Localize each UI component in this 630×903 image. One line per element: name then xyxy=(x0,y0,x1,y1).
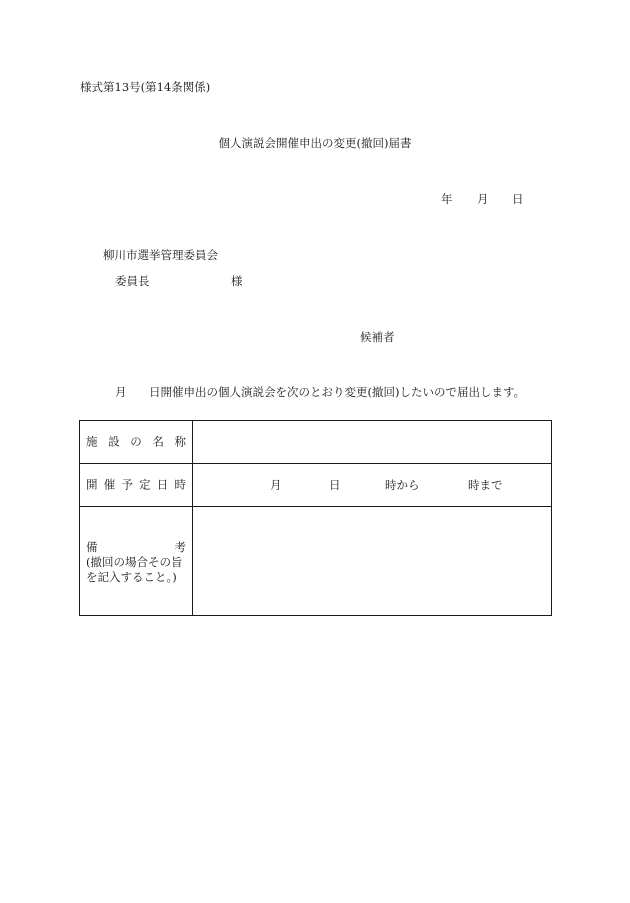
facility-label-char: の xyxy=(130,434,142,449)
date-day-label: 日 xyxy=(512,192,524,206)
document-title: 個人演説会開催申出の変更(撤回)届書 xyxy=(218,136,412,150)
datetime-label-char: 日 xyxy=(156,477,169,492)
datetime-label-cell xyxy=(80,464,193,506)
addressee-organization: 柳川市選挙管理委員会 xyxy=(103,248,218,262)
table-row-remarks xyxy=(80,507,551,615)
datetime-label-char: 時 xyxy=(174,477,186,492)
addressee-honorific: 様 xyxy=(231,274,243,288)
datetime-label-char: 開 xyxy=(86,477,98,492)
remarks-label-cell xyxy=(80,507,193,615)
datetime-from-label: 時から xyxy=(385,478,420,492)
addressee-title: 委員長 xyxy=(115,274,150,288)
datetime-month-label: 月 xyxy=(270,478,282,492)
date-year-label: 年 xyxy=(441,192,453,206)
facility-label-char: 名 xyxy=(152,434,164,449)
remarks-note-line: (撤回の場合その旨 xyxy=(86,555,183,569)
datetime-label xyxy=(86,479,186,491)
facility-label-char: 設 xyxy=(108,434,120,449)
datetime-label-char: 予 xyxy=(121,477,133,492)
facility-label-char: 施 xyxy=(86,434,98,449)
date-month-label: 月 xyxy=(477,192,489,206)
facility-name-label-cell xyxy=(80,421,193,463)
table-row-scheduled-datetime xyxy=(80,464,551,507)
remarks-note-line: を記入すること。) xyxy=(86,570,177,584)
datetime-label-char: 催 xyxy=(103,477,116,492)
remarks-label-char: 考 xyxy=(174,540,186,554)
facility-label-char: 称 xyxy=(174,434,186,449)
datetime-day-label: 日 xyxy=(329,478,341,492)
form-table xyxy=(79,420,552,616)
statement-text: 日開催申出の個人演説会を次のとおり変更(撤回)したいので届出します。 xyxy=(149,385,526,399)
table-row-facility-name xyxy=(80,421,551,464)
datetime-until-label: 時まで xyxy=(468,478,503,492)
remarks-label xyxy=(86,540,186,585)
facility-name-label xyxy=(86,436,186,448)
datetime-label-char: 定 xyxy=(139,477,151,492)
statement-month: 月 xyxy=(115,385,127,399)
remarks-label-char: 備 xyxy=(86,540,98,554)
candidate-label: 候補者 xyxy=(360,330,395,344)
form-number: 様式第13号(第14条関係) xyxy=(80,80,211,94)
